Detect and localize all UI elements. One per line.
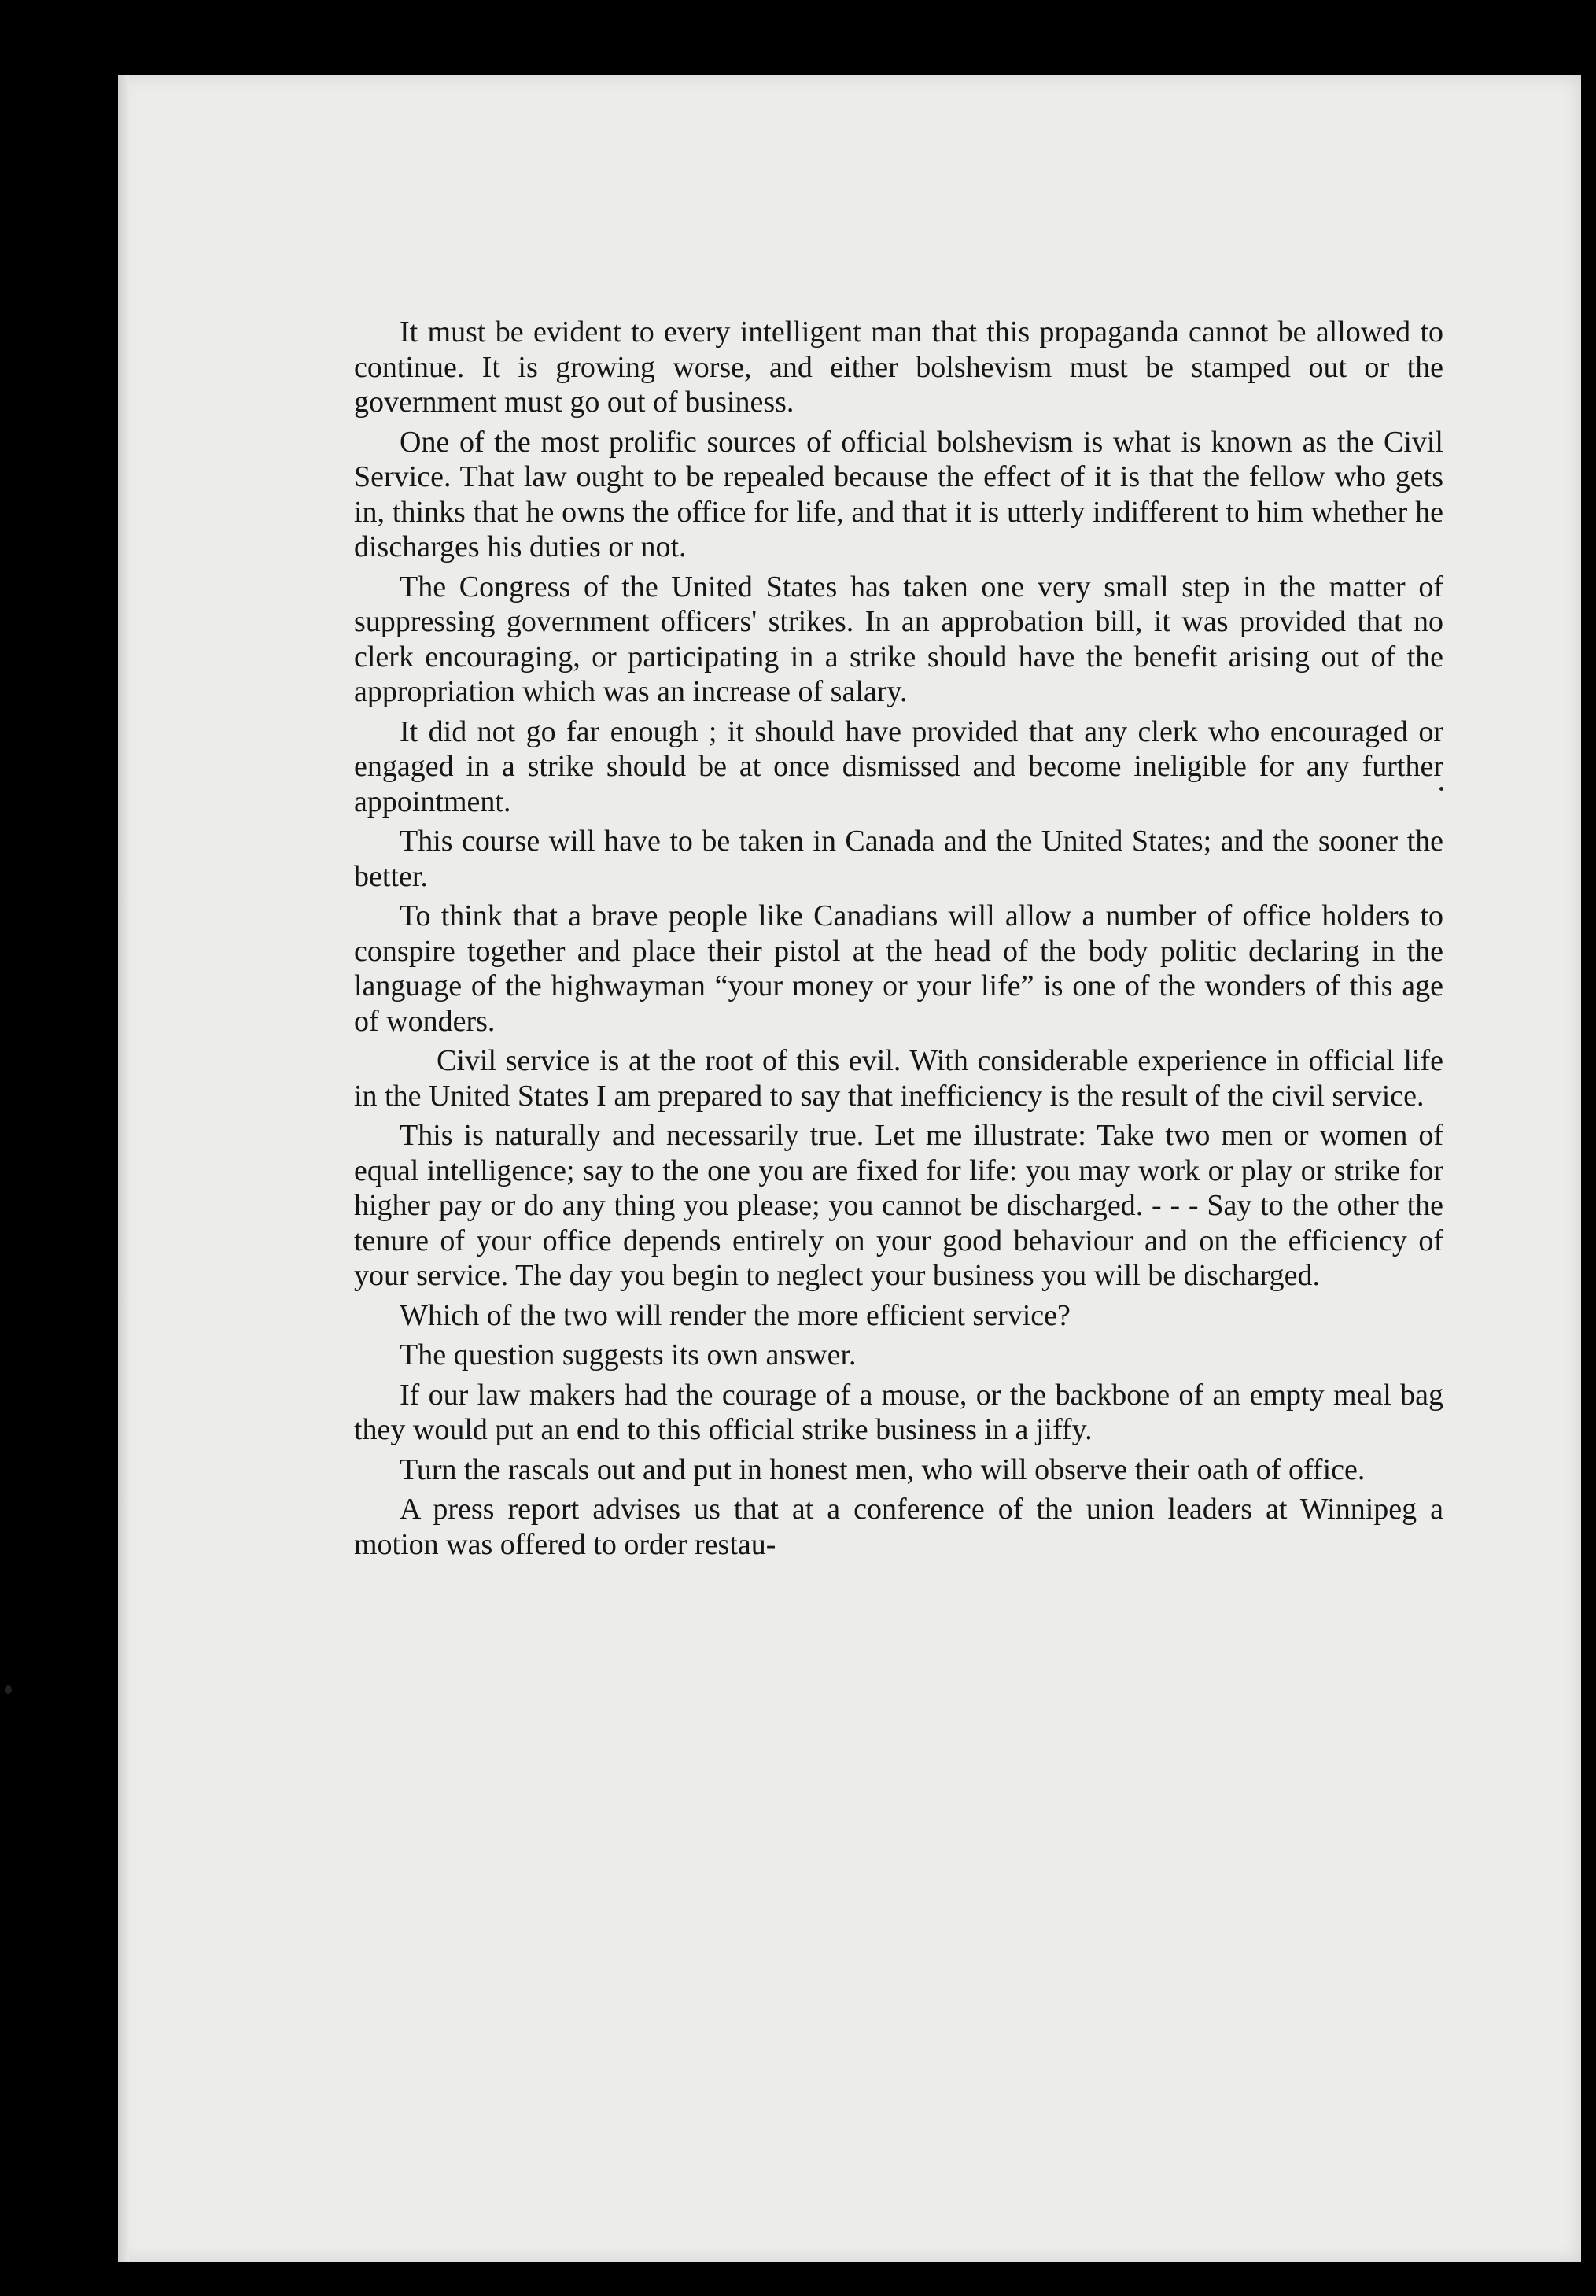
- paragraph: Civil service is at the root of this evil. With considerable experience in official life in the United States I am prepared to say that inefficiency is the result of the civil service.: [354, 1044, 1443, 1113]
- scanned-page: [118, 75, 1581, 2262]
- paragraph: This course will have to be taken in Canada and the United States; and the sooner the better.: [354, 825, 1443, 893]
- scan-speck: [5, 1685, 12, 1694]
- paragraph: Turn the rascals out and put in honest men, who will observe their oath of office.: [400, 1453, 1366, 1486]
- paragraph: Which of the two will render the more efficient service?: [400, 1298, 1071, 1332]
- paragraph: One of the most prolific sources of official bolshevism is what is known as the Civil Service. That law ought to be repealed because the effect of it is that the fellow who gets in, thinks that he owns the office for life, and that it is utterly indifferent to him whether he discharges his duties or not.: [354, 425, 1443, 563]
- paragraph: This is naturally and necessarily true. Let me illustrate: Take two men or women of equal intelligence; say to the one you are fixed for life: you may work or play or strike for higher pay or do any thing you please; you cannot be discharged. - - - Say to the other the tenure of your office depends entirely on your good behaviour and on the efficiency of your service. The day you begin to neglect your business you will be discharged.: [354, 1119, 1443, 1292]
- paragraph: The question suggests its own answer.: [400, 1338, 857, 1371]
- page-binding-edge: [118, 75, 129, 2262]
- paragraph: To think that a brave people like Canadians will allow a number of office holders to conspire together and place their pistol at the head of the body politic declaring in the language of the highwayman “your money or your life” is one of the wonders of this age of wonders.: [354, 899, 1443, 1038]
- body-text: [354, 315, 1443, 1567]
- paragraph: It must be evident to every intelligent man that this propaganda cannot be allowed to continue. It is growing worse, and either bolshevism must be stamped out or the government must go out of business.: [354, 316, 1443, 419]
- paragraph: A press report advises us that at a conference of the union leaders at Winnipeg a motion was offered to order restau-: [354, 1493, 1443, 1561]
- scan-speck: [1439, 787, 1443, 791]
- paragraph: The Congress of the United States has taken one very small step in the matter of suppressing government officers' strikes. In an approbation bill, it was provided that no clerk encouraging, or participating in a strike should have the benefit arising out of the appropriation which was an increase of salary.: [354, 570, 1443, 708]
- paragraph: If our law makers had the courage of a mouse, or the backbone of an empty meal bag they would put an end to this official strike business in a jiffy.: [354, 1378, 1443, 1446]
- paragraph: It did not go far enough ; it should have provided that any clerk who encouraged or engaged in a strike should be at once dismissed and become ineligible for any further appointment.: [354, 714, 1443, 818]
